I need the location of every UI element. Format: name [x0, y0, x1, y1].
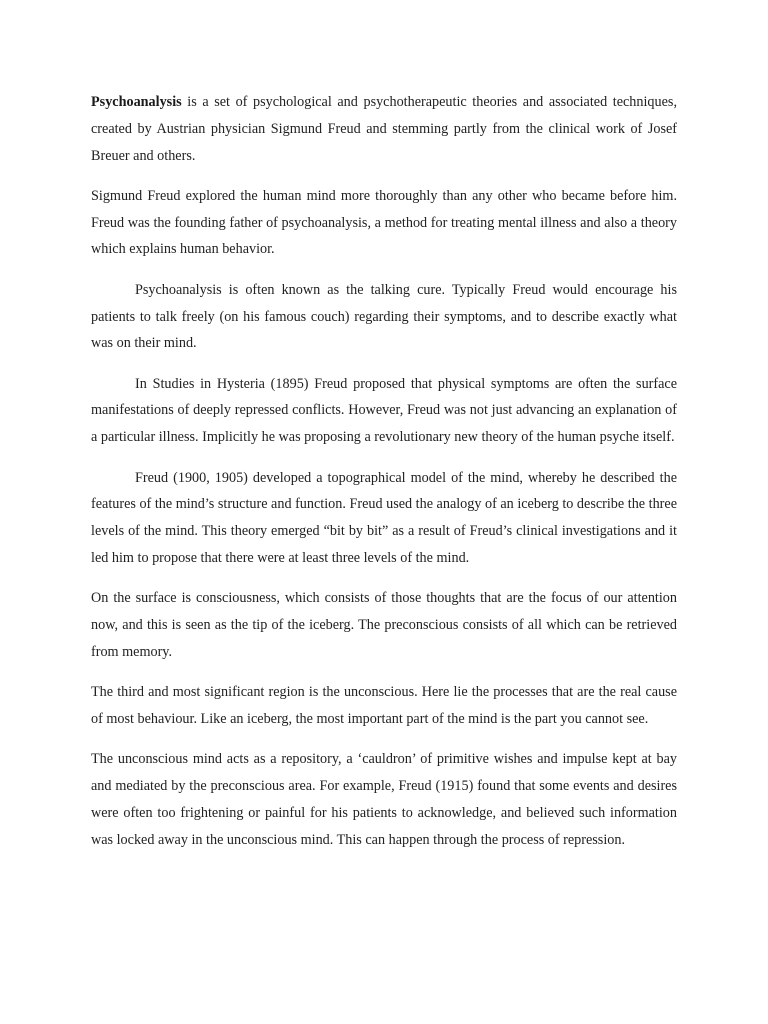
paragraph-consciousness: On the surface is consciousness, which consists of those thoughts that are the focus of our attention now, and this is seen as the tip of the iceberg. The preconscious consists of all which can be retrieved from memory. — [91, 590, 677, 660]
paragraph-studies-in-hysteria: In Studies in Hysteria (1895) Freud proposed that physical symptoms are often the surface manifestations of deeply repressed conflicts. However, Freud was not just advancing an explanation of a particular illness. Implicitly he was proposing a revolutionary new theory of the human psyche itself. — [91, 375, 677, 446]
paragraph-repository: The unconscious mind acts as a repository, a ‘cauldron’ of primitive wishes and impulse kept at bay and mediated by the preconscious area. For example, Freud (1915) found that some events and desires were often too frightening or painful for his patients to acknowledge, and believed such information was locked away in the unconscious mind. This can happen through the process of repression. — [91, 751, 677, 848]
paragraph-text: is a set of psychological and psychotherapeutic theories and associated techniques, created by Austrian physician Sigmund Freud and stemming partly from the clinical work of Josef Breuer and others. — [91, 94, 677, 164]
document-body — [91, 89, 677, 867]
paragraph-psychoanalysis-definition — [91, 89, 677, 169]
term-psychoanalysis: Psychoanalysis — [91, 94, 182, 110]
paragraph-talking-cure: Psychoanalysis is often known as the talking cure. Typically Freud would encourage his patients to talk freely (on his famous couch) regarding their symptoms, and to describe exactly what was on their mind. — [91, 281, 677, 352]
paragraph-unconscious: The third and most significant region is the unconscious. Here lie the processes that are the real cause of most behaviour. Like an iceberg, the most important part of the mind is the part you cannot see. — [91, 684, 677, 727]
paragraph-topographical-model: Freud (1900, 1905) developed a topographical model of the mind, whereby he described the features of the mind’s structure and function. Freud used the analogy of an iceberg to describe the three levels of the mind. This theory emerged “bit by bit” as a result of Freud’s clinical investigations and it led him to propose that there were at least three levels of the mind. — [91, 469, 677, 566]
paragraph-freud-explored: Sigmund Freud explored the human mind more thoroughly than any other who became before him. Freud was the founding father of psychoanalysis, a method for treating mental illness and also a theory which explains human behavior. — [91, 187, 677, 258]
